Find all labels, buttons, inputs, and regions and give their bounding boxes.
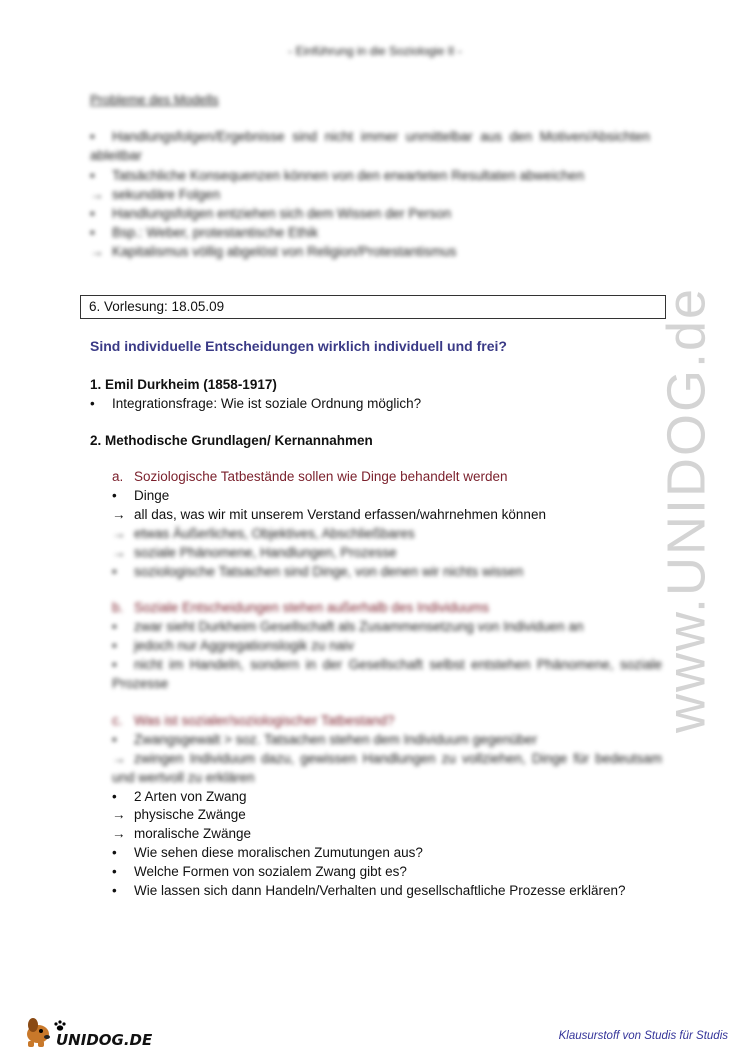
bullet-marker: • [90, 225, 95, 240]
problem-item-2 [90, 166, 584, 185]
section-1-bullet [90, 394, 421, 413]
subsection-b-item-text: zwar sieht Durkheim Gesellschaft als Zusammensetzung von Individuen an [134, 619, 584, 634]
problem-item-4 [90, 204, 451, 223]
arrow-marker: → [90, 244, 104, 259]
bullet-marker: • [112, 488, 117, 503]
tail-item-text: Wie sehen diese moralischen Zumutungen aus? [134, 845, 423, 860]
subsection-a-item-text: all das, was wir mit unserem Verstand erfassen/wahrnehmen können [134, 507, 546, 522]
subsection-a-text: Soziologische Tatbestände sollen wie Dinge behandelt werden [134, 469, 508, 484]
problem-item-3 [90, 185, 220, 204]
problem-text: Bsp.: Weber, protestantische Ethik [112, 225, 319, 240]
tail-item-text: moralische Zwänge [134, 826, 252, 841]
bullet-marker: • [90, 396, 95, 411]
tail-item-4 [112, 843, 423, 862]
bullet-marker: • [90, 129, 95, 144]
subsection-b-item-3 [112, 655, 662, 693]
subsection-c-item-text: zwingen Individuum dazu, gewissen Handlungen zu vollziehen, Dinge für bedeutsam und wertvoll zu erklären [112, 751, 662, 785]
tail-item-6 [112, 881, 626, 900]
tail-item-text: Welche Formen von sozialem Zwang gibt es? [134, 864, 407, 879]
dog-icon [22, 1010, 162, 1050]
tail-item-5 [112, 862, 407, 881]
subsection-c-item-1 [112, 730, 537, 749]
page-header: - Einführung in die Soziologie II - [288, 44, 462, 58]
arrow-marker: → [112, 507, 126, 522]
subsection-a-item-4 [112, 543, 397, 562]
subsection-c-text: Was ist sozialer/soziologischer Tatbestand? [134, 713, 395, 728]
subsection-c-title [112, 711, 394, 730]
arrow-marker: → [90, 187, 104, 202]
bullet-marker: • [112, 864, 117, 879]
subsection-c-label: c. [112, 713, 123, 728]
arrow-marker: → [112, 826, 126, 841]
subsection-a-title [112, 467, 508, 486]
subsection-b-text: Soziale Entscheidungen stehen außerhalb des Individuums [134, 600, 489, 615]
subsection-a-item-5 [112, 562, 523, 581]
subsection-a-item-1 [112, 486, 169, 505]
problem-text: Handlungsfolgen/Ergebnisse sind nicht immer unmittelbar aus den Motiven/Absichten ableitbar [90, 129, 650, 163]
bullet-marker: • [112, 732, 117, 747]
bullet-marker: • [112, 883, 117, 898]
arrow-marker: → [112, 751, 126, 766]
subsection-a-item-text: Dinge [134, 488, 170, 503]
section-1-title: 1. Emil Durkheim (1858-1917) [90, 377, 277, 392]
bullet-marker: • [90, 206, 95, 221]
watermark-label: www.UNIDOG.de [656, 286, 717, 734]
bullet-marker: • [90, 168, 95, 183]
tail-item-text: 2 Arten von Zwang [134, 789, 247, 804]
logo-text: UNIDOG.DE [56, 1031, 153, 1049]
bullet-marker: • [112, 789, 117, 804]
lecture-date-box: 6. Vorlesung: 18.05.09 [80, 295, 666, 319]
section-heading-problems: Probleme des Modells [90, 92, 219, 107]
unidog-logo [22, 1010, 162, 1050]
bullet-marker: • [112, 619, 117, 634]
subsection-b-item-text: nicht im Handeln, sondern in der Gesellschaft selbst entstehen Phänomene, soziale Prozesse [112, 657, 662, 691]
subsection-a-item-2 [112, 505, 546, 524]
problem-item-6 [90, 242, 456, 261]
subsection-b-item-text: jedoch nur Aggregationslogik zu naiv [134, 638, 354, 653]
bullet-marker: • [112, 564, 117, 579]
section-2-title: 2. Methodische Grundlagen/ Kernannahmen [90, 433, 373, 448]
arrow-marker: → [112, 545, 126, 560]
subsection-a-label: a. [112, 469, 124, 484]
tail-item-text: Wie lassen sich dann Handeln/Verhalten und gesellschaftliche Prozesse erklären? [134, 883, 626, 898]
subsection-a-item-text: etwas Äußerliches, Objektives, Abschließbares [134, 526, 415, 541]
subsection-b-label: b. [112, 600, 124, 615]
arrow-marker: → [112, 526, 126, 541]
bullet-marker: • [112, 638, 117, 653]
lecture-question: Sind individuelle Entscheidungen wirklich individuell und frei? [90, 338, 507, 354]
problem-text: Tatsächliche Konsequenzen können von den erwarteten Resultaten abweichen [112, 168, 585, 183]
footer-tagline: Klausurstoff von Studis für Studis [558, 1030, 728, 1042]
subsection-b-title [112, 598, 489, 617]
subsection-c-item-text: Zwangsgewalt > soz. Tatsachen stehen dem Individuum gegenüber [134, 732, 538, 747]
arrow-marker: → [112, 807, 126, 822]
tail-item-3 [112, 824, 251, 843]
tail-item-2 [112, 805, 246, 824]
tail-item-text: physische Zwänge [134, 807, 246, 822]
problem-item-5 [90, 223, 318, 242]
subsection-a-item-text: soziale Phänomene, Handlungen, Prozesse [134, 545, 397, 560]
problem-item-1 [90, 127, 650, 165]
subsection-b-item-2 [112, 636, 354, 655]
problem-text: Handlungsfolgen entziehen sich dem Wissen der Person [112, 206, 452, 221]
section-1-bullet-text: Integrationsfrage: Wie ist soziale Ordnung möglich? [112, 396, 422, 411]
problem-text: Kapitalismus völlig abgelöst von Religion/Protestantismus [112, 244, 457, 259]
problem-text: sekundäre Folgen [112, 187, 221, 202]
subsection-c-item-2 [112, 749, 662, 787]
subsection-a-item-3 [112, 524, 415, 543]
bullet-marker: • [112, 845, 117, 860]
watermark-text [650, 280, 730, 740]
subsection-a-item-text: soziologische Tatsachen sind Dinge, von denen wir nichts wissen [134, 564, 524, 579]
tail-item-1 [112, 787, 247, 806]
bullet-marker: • [112, 657, 117, 672]
subsection-b-item-1 [112, 617, 583, 636]
